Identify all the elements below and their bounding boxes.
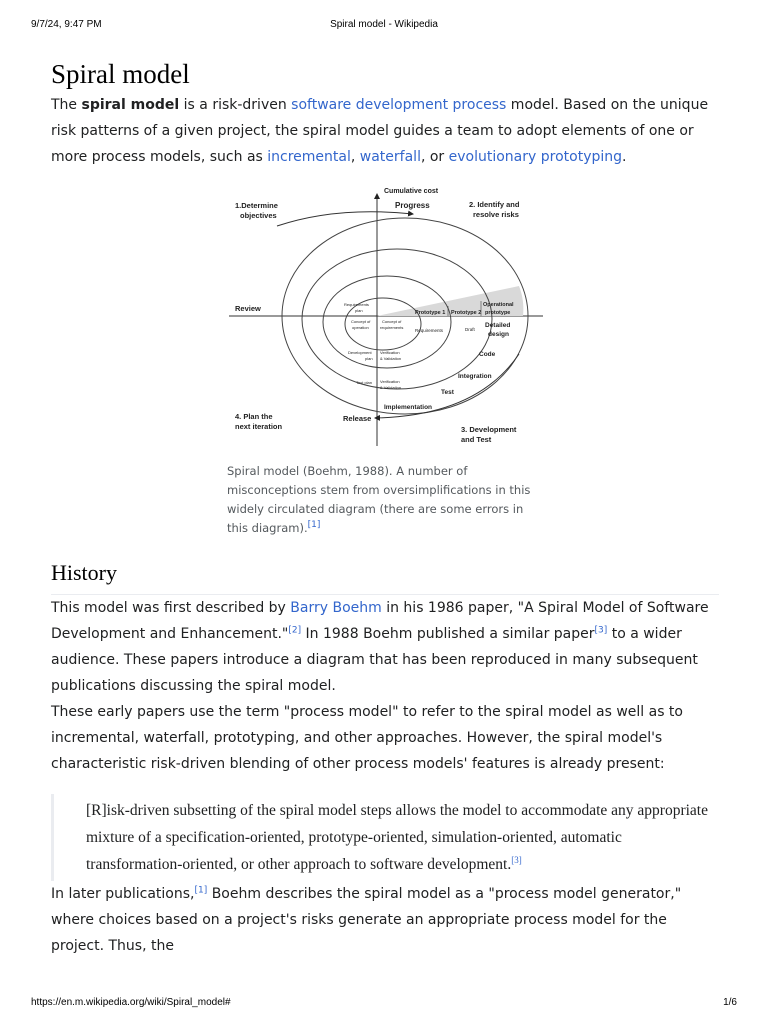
figure-caption: [227, 462, 547, 538]
label-release: Release: [343, 414, 372, 423]
label-q2-line1: 2. Identify and: [469, 200, 520, 209]
paragraph-text: In later publications,: [51, 886, 195, 902]
print-url: https://en.m.wikipedia.org/wiki/Spiral_model#: [31, 997, 231, 1008]
label-test: Test: [441, 389, 454, 396]
link-evolutionary-prototyping[interactable]: evolutionary prototyping: [448, 149, 623, 165]
label-q4-line2: next iteration: [235, 422, 283, 431]
label-detailed-1: Detailed: [485, 322, 511, 329]
label-draft: Draft: [465, 327, 475, 332]
label-cumulative-cost: Cumulative cost: [384, 188, 439, 195]
label-concept-req-2: requirements: [380, 325, 404, 330]
caption-reference-link[interactable]: [1]: [307, 520, 321, 531]
label-req-plan-2: plan: [355, 308, 363, 313]
paragraph-text: Boehm describes the spiral model as a "process model generator," where choices based on a project's risks generate an appropriate process model for the project. Thus, the: [51, 886, 682, 954]
intro-text: , or: [420, 149, 449, 165]
intro-text: .: [622, 149, 627, 165]
paragraph-text: in his 1986 paper, "A Spiral Model of Software Development and Enhancement.": [51, 600, 709, 642]
paragraph-text: In 1988 Boehm published a similar paper: [301, 626, 595, 642]
label-operational-1: Operational: [483, 302, 514, 308]
print-title: Spiral model - Wikipedia: [330, 19, 438, 30]
blockquote: [51, 794, 719, 881]
label-req-plan-1: Requirements: [344, 302, 369, 307]
link-software-development-process[interactable]: software development process: [291, 97, 507, 113]
label-q1-line2: objectives: [240, 211, 277, 220]
print-datetime: 9/7/24, 9:47 PM: [31, 19, 102, 30]
quote-reference-link[interactable]: [3]: [511, 854, 522, 865]
intro-text: ,: [350, 149, 360, 165]
section-heading-history: History: [51, 558, 719, 595]
label-vv1-a: Verification: [380, 350, 400, 355]
label-q4-line1: 4. Plan the: [235, 412, 273, 421]
label-vv2-b: & Validation: [380, 385, 402, 390]
label-concept-req-1: Concept of: [382, 319, 402, 324]
label-operational-2: prototype: [485, 310, 511, 316]
article-content: [51, 56, 719, 959]
history-paragraph-3: [51, 881, 719, 959]
intro-text: The: [51, 97, 82, 113]
spiral-figure: [227, 184, 547, 538]
intro-text: is a risk-driven: [179, 97, 292, 113]
label-concept-op-2: operation: [352, 325, 369, 330]
label-detailed-2: design: [488, 331, 509, 338]
history-paragraph-2: These early papers use the term "process model" to refer to the spiral model as well as to incremental, waterfall, prototyping, and other approaches. However, the spiral model's characteristic risk-driven blending of other process models' features is already present:: [51, 704, 683, 772]
history-paragraph-1: [51, 595, 719, 699]
reference-link-3[interactable]: [3]: [594, 625, 608, 636]
caption-text: Spiral model (Boehm, 1988). A number of misconceptions stem from oversimplifications in this widely circulated diagram (there are some errors in this diagram).: [227, 464, 531, 535]
label-progress: Progress: [395, 201, 430, 210]
label-q2-line2: resolve risks: [473, 210, 519, 219]
label-code: Code: [479, 351, 496, 358]
link-incremental[interactable]: incremental: [267, 149, 351, 165]
link-barry-boehm[interactable]: Barry Boehm: [290, 600, 382, 616]
label-q3-line2: and Test: [461, 435, 492, 444]
quote-text: [R]isk-driven subsetting of the spiral model steps allows the model to accommodate any appropriate mixture of a specification-oriented, prototype-oriented, simulation-oriented, automatic transformation-oriented, or other approach to software development.: [86, 802, 708, 873]
label-vv1-b: & Validation: [380, 356, 402, 361]
label-test-plan: Test plan: [356, 380, 373, 385]
label-q1-line1: 1.Determine: [235, 201, 278, 210]
intro-paragraph: [51, 92, 719, 170]
label-requirements: Requirements: [415, 328, 444, 333]
label-integration: Integration: [458, 373, 492, 380]
paragraph-text: to a wider audience. These papers introduce a diagram that has been reproduced in many subsequent publications discussing the spiral model.: [51, 626, 698, 694]
label-review: Review: [235, 304, 261, 313]
label-q3-line1: 3. Development: [461, 425, 517, 434]
reference-link-1[interactable]: [1]: [194, 885, 208, 896]
label-prototype-1: Prototype 1: [415, 310, 446, 316]
print-page-number: 1/6: [723, 997, 737, 1008]
intro-bold-term: spiral model: [81, 97, 180, 113]
label-vv2-a: Verification: [380, 379, 400, 384]
label-prototype-2: Prototype 2: [451, 310, 482, 316]
paragraph-text: This model was first described by: [51, 600, 291, 616]
page-title: Spiral model: [51, 59, 190, 89]
label-dev-plan-1: Development: [348, 350, 372, 355]
link-waterfall[interactable]: waterfall: [359, 149, 421, 165]
intro-text: model. Based on the unique risk patterns of a given project, the spiral model guides a team to adopt elements of one or more process models, such as: [51, 97, 709, 165]
label-implementation: Implementation: [384, 404, 433, 411]
label-concept-op-1: Concept of: [351, 319, 371, 324]
spiral-model-diagram[interactable]: [227, 184, 547, 452]
label-dev-plan-2: plan: [365, 356, 373, 361]
reference-link-2[interactable]: [2]: [288, 625, 302, 636]
